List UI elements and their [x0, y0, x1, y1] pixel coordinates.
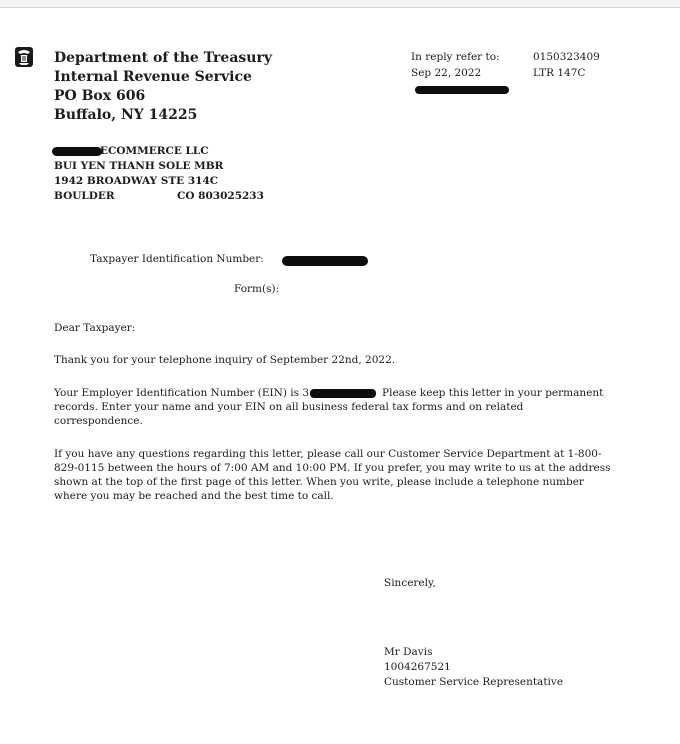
- paragraph-ein: [54, 386, 614, 428]
- paragraph-contact: If you have any questions regarding this letter, please call our Customer Service Department at 1-800-829-0115 between the hours of 7:00 AM and 10:00 PM. If you prefer, you may write to us at the address shown at the top of the first page of this letter. When you write, please include a telephone number where you may be reached and the best time to call.: [54, 448, 611, 502]
- redaction-bar: [415, 86, 509, 94]
- agency-po-box: PO Box 606: [54, 88, 146, 104]
- reference-right: [533, 49, 600, 81]
- redaction-bar: [282, 256, 368, 266]
- agency-header: [54, 49, 272, 125]
- ein-text: Your Employer Identification Number (EIN) is 3: [54, 387, 310, 399]
- redaction-bar: [310, 389, 376, 398]
- ein-instructions: Please keep this letter in your permanent records. Enter your name and your EIN on all business federal tax forms and on related correspondence.: [54, 387, 604, 427]
- top-edge: [0, 0, 680, 8]
- paragraph-inquiry: Thank you for your telephone inquiry of September 22nd, 2022.: [54, 354, 396, 366]
- representative-title: Customer Service Representative: [384, 676, 564, 688]
- forms-label: Form(s):: [234, 283, 280, 295]
- signature-block: [384, 645, 563, 690]
- recipient-name: BUI YEN THANH SOLE MBR: [54, 160, 224, 172]
- reply-label: In reply refer to:: [411, 51, 500, 63]
- reference-left: [411, 49, 500, 81]
- recipient-address: [54, 144, 264, 204]
- recipient-city: BOULDER: [54, 190, 115, 202]
- representative-name: Mr Davis: [384, 646, 433, 658]
- agency-city: Buffalo, NY 14225: [54, 107, 198, 123]
- recipient-company: ECOMMERCE LLC: [100, 145, 209, 157]
- sign-off: Sincerely,: [384, 577, 436, 589]
- agency-division: Internal Revenue Service: [54, 69, 252, 85]
- letter-code: LTR 147C: [533, 67, 586, 79]
- redaction-bar: [52, 147, 102, 156]
- representative-id: 1004267521: [384, 661, 451, 673]
- letter-date: Sep 22, 2022: [411, 67, 482, 79]
- taxpayer-id-label: Taxpayer Identification Number:: [90, 253, 264, 265]
- reference-number: 0150323409: [533, 51, 600, 63]
- irs-eagle-logo-icon: [14, 46, 34, 68]
- salutation: Dear Taxpayer:: [54, 322, 136, 334]
- recipient-state-zip: CO 803025233: [177, 190, 264, 202]
- recipient-street: 1942 BROADWAY STE 314C: [54, 175, 219, 187]
- agency-name: Department of the Treasury: [54, 50, 272, 66]
- taxpayer-id-row: [90, 253, 264, 265]
